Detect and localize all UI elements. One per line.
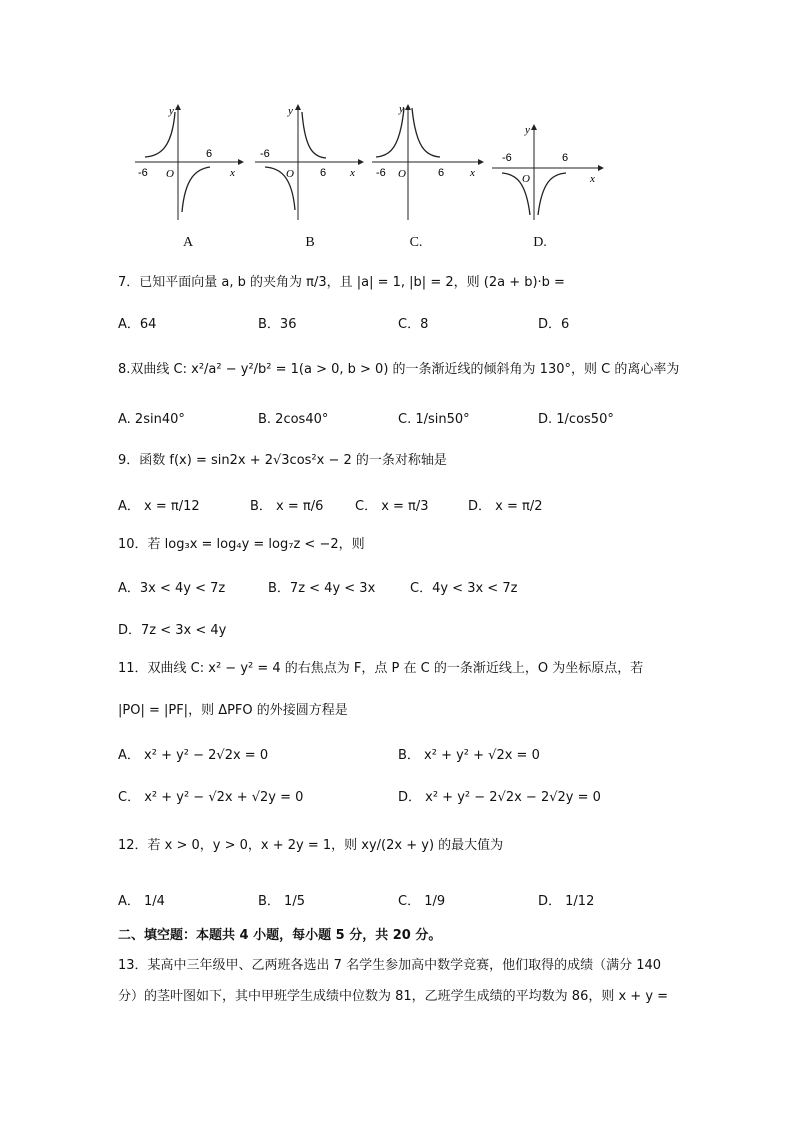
graph-b-x-label: x: [350, 167, 355, 179]
q11-option-d: D． x² + y² − 2√2x − 2√2y = 0: [398, 790, 601, 805]
q9-option-d: D． x = π/2: [468, 499, 543, 514]
q10-option-a: A．3x < 4y < 7z: [118, 581, 226, 596]
q9-option-c: C． x = π/3: [355, 499, 429, 514]
q10-option-c: C．4y < 3x < 7z: [410, 581, 518, 596]
graph-a-x-label: x: [230, 167, 235, 179]
graph-c-plot: [370, 100, 490, 225]
q12-option-b: B． 1/5: [258, 894, 305, 909]
q13-line2: 分）的茎叶图如下，其中甲班学生成绩中位数为 81，乙班学生成绩的平均数为 86，则 x + y =: [118, 989, 669, 1004]
graph-c-x-label: x: [470, 167, 475, 179]
graph-a-caption: A: [182, 235, 194, 250]
graph-a-tick-neg: -6: [138, 167, 148, 179]
graph-a-origin: O: [166, 168, 174, 180]
q9-option-b: B． x = π/6: [250, 499, 324, 514]
q11-option-b: B． x² + y² + √2x = 0: [398, 748, 540, 763]
q11-stem-line2: |PO| = |PF|，则 ΔPFO 的外接圆方程是: [118, 703, 348, 718]
graph-d-plot: [490, 100, 610, 225]
q13-line1: 13．某高中三年级甲、乙两班各选出 7 名学生参加高中数学竞赛，他们取得的成绩（满分 140: [118, 958, 662, 973]
q7-option-a: A．64: [118, 317, 157, 332]
graph-a-plot: [130, 100, 250, 225]
q12-stem: 12．若 x > 0，y > 0，x + 2y = 1，则 xy/(2x + y) 的最大值为: [118, 838, 504, 853]
graph-c-origin: O: [398, 168, 406, 180]
q11-option-c: C． x² + y² − √2x + √2y = 0: [118, 790, 304, 805]
q10-option-d: D．7z < 3x < 4y: [118, 623, 227, 638]
graph-a-tick-pos: 6: [206, 148, 213, 160]
section-2-heading: 二、填空题：本题共 4 小题，每小题 5 分，共 20 分。: [118, 928, 442, 943]
graph-d-origin: O: [522, 173, 530, 185]
q7-option-b: B．36: [258, 317, 297, 332]
q9-stem: 9．函数 f(x) = sin2x + 2√3cos²x − 2 的一条对称轴是: [118, 453, 447, 468]
q8-option-c: C. 1/sin50°: [398, 412, 470, 427]
q7-option-d: D．6: [538, 317, 570, 332]
graph-b-tick-neg: -6: [260, 148, 270, 160]
graph-d-tick-neg: -6: [502, 152, 512, 164]
q12-option-a: A． 1/4: [118, 894, 165, 909]
graph-c: [370, 100, 490, 250]
graph-b-plot: [250, 100, 370, 225]
q8-option-b: B. 2cos40°: [258, 412, 329, 427]
graph-a-y-label: y: [169, 105, 174, 117]
q9-option-a: A． x = π/12: [118, 499, 200, 514]
graph-d: [490, 100, 610, 250]
graph-b-origin: O: [286, 168, 294, 180]
graph-b-y-label: y: [288, 105, 293, 117]
q11-stem-line1: 11．双曲线 C: x² − y² = 4 的右焦点为 F，点 P 在 C 的一条渐近线上，O 为坐标原点，若: [118, 661, 644, 676]
graph-b-caption: B: [305, 235, 315, 250]
graph-options: [130, 100, 610, 260]
graph-b: [250, 100, 370, 250]
q7-option-c: C．8: [398, 317, 429, 332]
q12-option-d: D． 1/12: [538, 894, 595, 909]
q10-stem: 10．若 log₃x = log₄y = log₇z < −2，则: [118, 537, 365, 552]
graph-c-tick-neg: -6: [376, 167, 386, 179]
graph-d-x-label: x: [590, 173, 595, 185]
q12-option-c: C． 1/9: [398, 894, 446, 909]
graph-d-caption: D.: [533, 235, 547, 250]
graph-c-caption: C.: [409, 235, 423, 250]
graph-c-tick-pos: 6: [438, 167, 445, 179]
q8-option-d: D. 1/cos50°: [538, 412, 614, 427]
graph-d-tick-pos: 6: [562, 152, 569, 164]
graph-b-tick-pos: 6: [320, 167, 327, 179]
q10-option-b: B．7z < 4y < 3x: [268, 581, 376, 596]
q7-stem: 7．已知平面向量 a, b 的夹角为 π/3，且 |a| = 1, |b| = 2，则 (2a + b)·b =: [118, 275, 565, 290]
graph-d-y-label: y: [525, 124, 530, 136]
q8-option-a: A. 2sin40°: [118, 412, 185, 427]
graph-a: [130, 100, 250, 250]
q11-option-a: A． x² + y² − 2√2x = 0: [118, 748, 269, 763]
graph-c-y-label: y: [399, 103, 404, 115]
q8-stem: 8.双曲线 C: x²/a² − y²/b² = 1(a > 0, b > 0) 的一条渐近线的倾斜角为 130°，则 C 的离心率为: [118, 362, 680, 377]
